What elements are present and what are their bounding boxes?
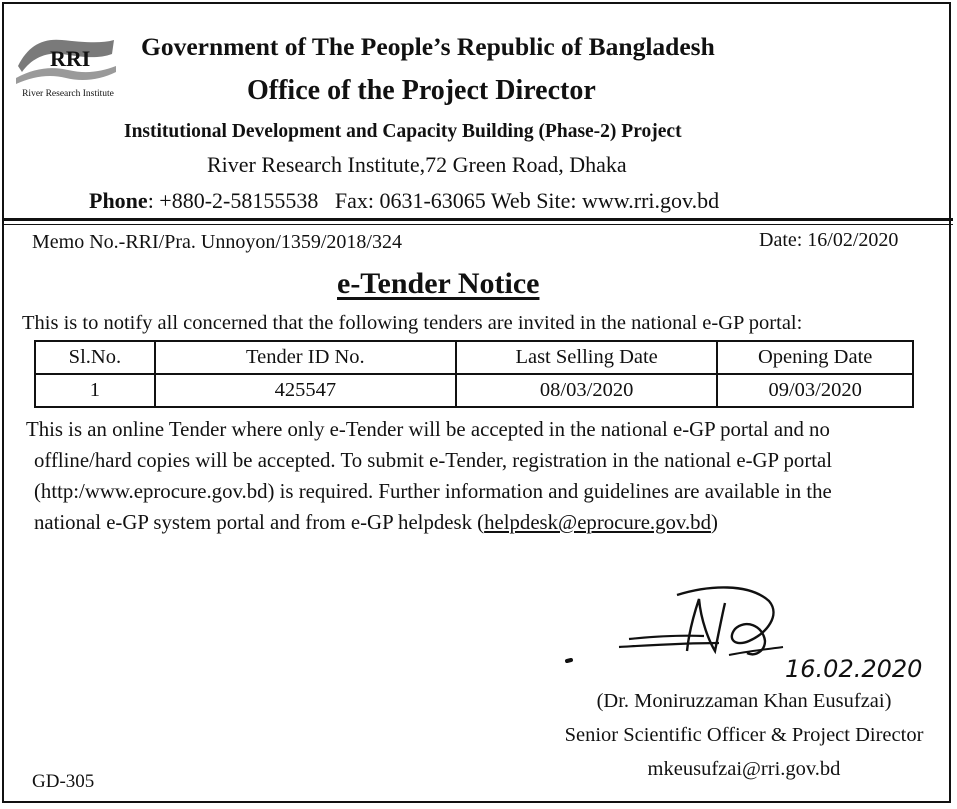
contact-line [89, 188, 719, 214]
address-line: River Research Institute,72 Green Road, Dhaka [207, 152, 627, 177]
cell-tender-id: 425547 [155, 374, 456, 407]
body-line-2: offline/hard copies will be accepted. To submit e-Tender, registration in the national e-GP portal [34, 449, 833, 472]
header-tender-id: Tender ID No. [155, 341, 456, 374]
phone-value: : +880-2-58155538 [147, 188, 319, 213]
body-line-4-text: national e-GP system portal and from e-GP helpdesk ( [34, 511, 485, 534]
header-last-selling-date: Last Selling Date [456, 341, 717, 374]
project-heading: Institutional Development and Capacity Building (Phase-2) Project [124, 121, 682, 142]
header-rule-thick [4, 218, 953, 221]
signatory-block [544, 684, 944, 786]
cell-sl-no: 1 [35, 374, 155, 407]
body-line-1: This is an online Tender where only e-Tender will be accepted in the national e-GP portal and no [26, 418, 830, 441]
memo-number: Memo No.-RRI/Pra. Unnoyon/1359/2018/324 [32, 231, 402, 253]
svg-text:RRI: RRI [50, 46, 91, 71]
header-opening-date: Opening Date [717, 341, 913, 374]
rri-logo [12, 32, 124, 104]
tender-table [34, 340, 914, 408]
signatory-email[interactable]: mkeusufzai@rri.gov.bd [647, 758, 841, 780]
phone-label: Phone [89, 188, 148, 213]
cell-last-selling-date: 08/03/2020 [456, 374, 717, 407]
header-sl-no: Sl.No. [35, 341, 155, 374]
website-value: Web Site: www.rri.gov.bd [490, 188, 720, 213]
logo-caption: River Research Institute [22, 89, 114, 99]
notice-title: e-Tender Notice [337, 267, 540, 300]
handwritten-signature [559, 581, 957, 686]
signatory-designation: Senior Scientific Officer & Project Director [564, 724, 924, 746]
tender-table-header [35, 341, 913, 374]
document-frame [2, 2, 951, 803]
closing-paren: ) [710, 511, 718, 534]
notice-intro: This is to notify all concerned that the following tenders are invited in the national e-GP portal: [22, 312, 803, 334]
table-row [35, 374, 913, 407]
signature-date: 16.02.2020 [785, 655, 923, 683]
signatory-name: (Dr. Moniruzzaman Khan Eusufzai) [596, 690, 892, 712]
helpdesk-email-link[interactable]: helpdesk@eprocure.gov.bd [484, 511, 711, 534]
cell-opening-date: 09/03/2020 [717, 374, 913, 407]
government-heading: Government of The People’s Republic of Bangladesh [141, 32, 715, 61]
office-heading: Office of the Project Director [247, 75, 596, 106]
body-line-4 [26, 507, 936, 538]
notice-body [26, 414, 936, 538]
memo-date: Date: 16/02/2020 [759, 229, 899, 251]
header-rule-thin [4, 224, 953, 225]
fax-value: Fax: 0631-63065 [334, 188, 486, 213]
body-line-3: (http:/www.eprocure.gov.bd) is required. Further information and guidelines are available in the [34, 480, 832, 503]
rri-logo-icon [16, 32, 116, 84]
document-code: GD-305 [32, 771, 95, 792]
